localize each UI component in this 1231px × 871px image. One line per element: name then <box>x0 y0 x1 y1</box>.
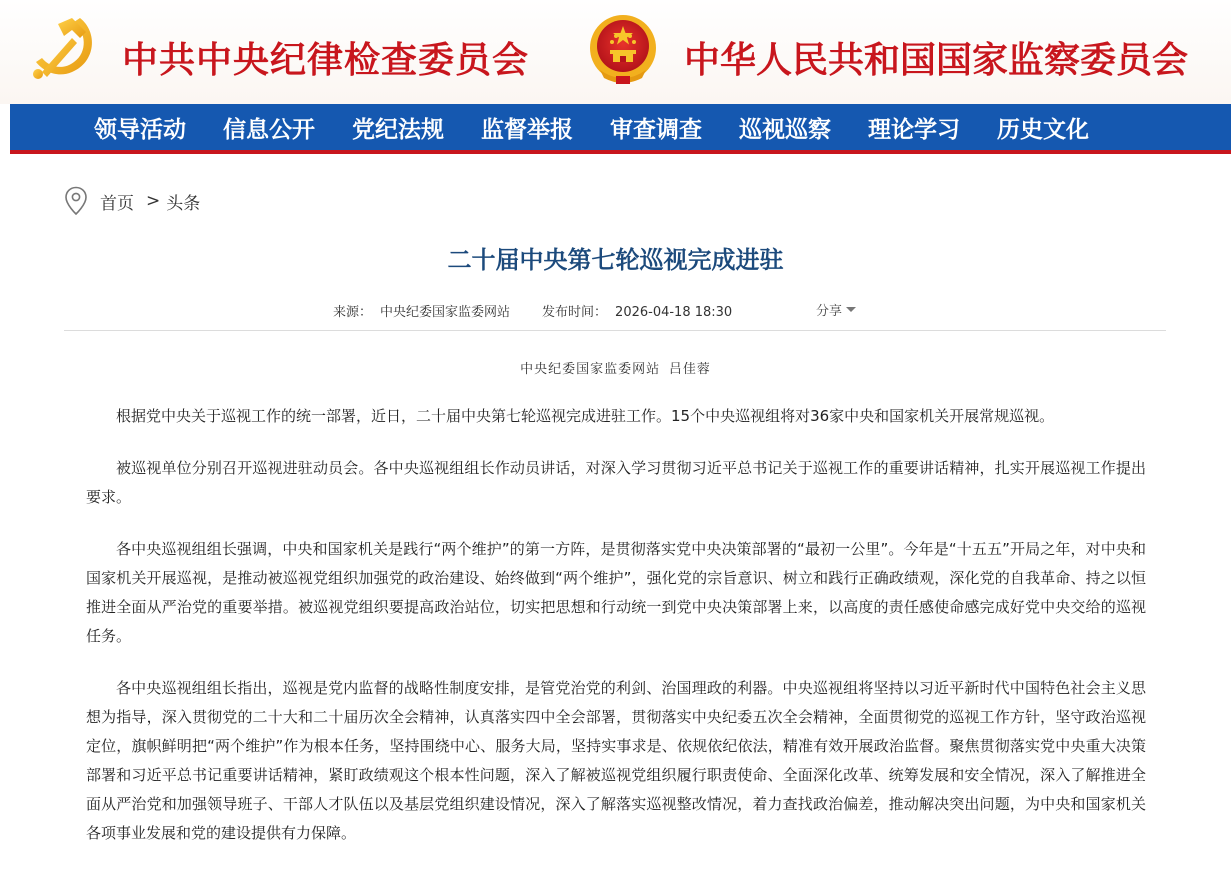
article-meta <box>333 301 732 320</box>
site-title-ccdi[interactable]: 中共中央纪律检查委员会 <box>122 39 530 81</box>
nav-item-theory[interactable]: 理论学习 <box>868 115 960 143</box>
nav-item-leadership[interactable]: 领导活动 <box>94 115 186 143</box>
breadcrumb-current-link[interactable]: 头条 <box>166 193 201 214</box>
article-body <box>86 402 1146 871</box>
national-emblem-icon <box>586 12 660 88</box>
article-title: 二十届中央第七轮巡视完成进驻 <box>447 246 784 274</box>
location-pin-icon <box>64 186 88 216</box>
breadcrumb-home-link[interactable]: 首页 <box>100 193 134 214</box>
share-dropdown[interactable] <box>816 300 856 319</box>
site-title-nsc[interactable]: 中华人民共和国国家监察委员会 <box>684 39 1189 81</box>
article-paragraph: 各中央巡视组组长强调，中央和国家机关是践行“两个维护”的第一方阵，是贯彻落实党中央决策部署的“最初一公里”。今年是“十五五”开局之年，对中央和国家机关开展巡视，是推动被巡视党组织加强党的政治建设、始终做到“两个维护”，强化党的宗旨意识、树立和践行正确政绩观，深化党的自我革命、持之以恒推进全面从严治党的重要举措。被巡视党组织要提高政治站位，切实把思想和行动统一到党中央决策部署上来，以高度的责任感使命感完成好党中央交给的巡视任务。 <box>86 540 1146 645</box>
article-paragraph: 被巡视单位分别召开巡视进驻动员会。各中央巡视组组长作动员讲话，对深入学习贯彻习近平总书记关于巡视工作的重要讲话精神，扎实开展巡视工作提出要求。 <box>86 459 1146 506</box>
divider <box>64 330 1166 331</box>
publish-time: 2026-04-18 18:30 <box>615 305 733 320</box>
article-paragraph: 根据党中央关于巡视工作的统一部署，近日，二十届中央第七轮巡视完成进驻工作。15个中央巡视组将对36家中央和国家机关开展常规巡视。 <box>116 407 1055 425</box>
source-label: 来源： <box>333 305 373 320</box>
main-nav <box>10 104 1231 154</box>
share-label: 分享 <box>816 304 843 319</box>
article-byline: 中央纪委国家监委网站 吕佳蓉 <box>520 362 711 377</box>
party-emblem-icon <box>28 10 100 82</box>
nav-item-history[interactable]: 历史文化 <box>997 115 1089 143</box>
nav-item-report[interactable]: 监督举报 <box>481 115 573 143</box>
breadcrumb <box>64 186 200 216</box>
article-paragraph: 各中央巡视组组长指出，巡视是党内监督的战略性制度安排，是管党治党的利剑、治国理政的利器。中央巡视组将坚持以习近平新时代中国特色社会主义思想为指导，深入贯彻党的二十大和二十届历次全会精神，认真落实四中全会部署，贯彻落实中央纪委五次全会精神，全面贯彻党的巡视工作方针，坚守政治巡视定位，旗帜鲜明把“两个维护”作为根本任务，坚持围绕中心、服务大局，坚持实事求是、依规依纪依法，精准有效开展政治监督。聚焦贯彻落实党中央重大决策部署和习近平总书记重要讲话精神，紧盯政绩观这个根本性问题，深入了解被巡视党组织履行职责使命、全面深化改革、统筹发展和安全情况，深入了解推进全面从严治党和加强领导班子、干部人才队伍以及基层党组织建设情况，深入了解落实巡视整改情况，着力查找政治偏差，推动解决突出问题，为中央和国家机关各项事业发展和党的建设提供有力保障。 <box>86 679 1146 842</box>
nav-item-regulations[interactable]: 党纪法规 <box>352 115 444 143</box>
source-value: 中央纪委国家监委网站 <box>380 305 511 320</box>
time-label: 发布时间： <box>542 305 608 320</box>
site-header <box>0 0 1231 104</box>
breadcrumb-separator: > <box>146 191 161 211</box>
chevron-down-icon <box>846 307 856 312</box>
nav-item-investigation[interactable]: 审查调查 <box>610 115 702 143</box>
nav-item-info-disclosure[interactable]: 信息公开 <box>223 115 315 143</box>
nav-item-inspection[interactable]: 巡视巡察 <box>739 115 831 143</box>
